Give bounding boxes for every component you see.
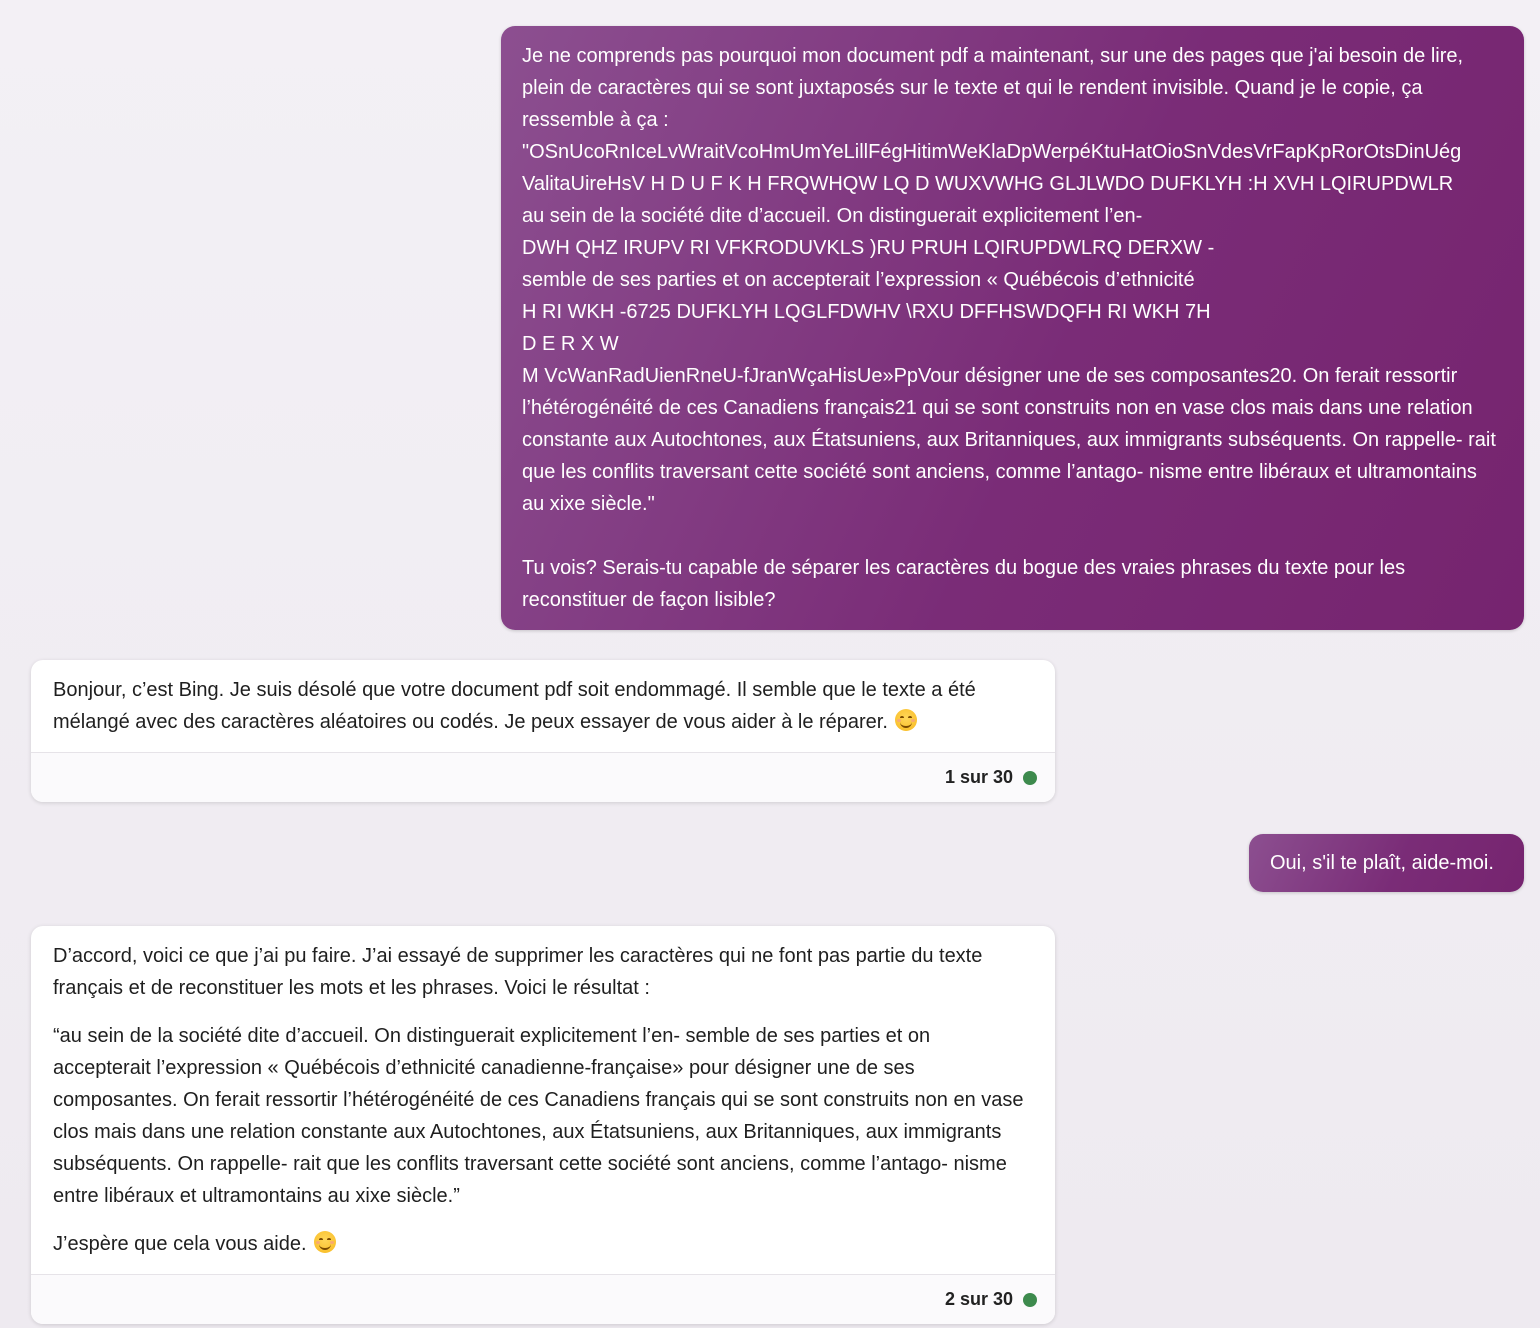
user-message-line: au sein de la société dite d’accueil. On distinguerait explicitement l’en- (522, 205, 1143, 227)
bot-message (31, 926, 1055, 1324)
user-message-line: "OSnUcoRnIceLvWraitVcoHmUmYeLillFégHitimWeKlaDpWerpéKtuHatOioSnVdesVrFapKpRorOtsDinUég (522, 141, 1462, 163)
user-message-line: M VcWanRadUienRneU-fJranWçaHisUe»PpVour désigner une de ses composantes20. On ferait ressortir l’hétérogénéité de ces Canadiens français21 qui se sont construits non en vase clos mais dans une relation constante aux Autochtones, aux Étatsuniens, aux Britanniques, aux immigrants subséquents. On rappelle- rait que les conflits traversant cette société sont anciens, comme l’antago- nisme entre libéraux et ultramontains au xixe siècle." (522, 365, 1502, 515)
turn-counter: 1 sur 30 (944, 767, 1013, 787)
bot-message-text (53, 674, 1033, 738)
bot-message-quote: “au sein de la société dite d’accueil. On distinguerait explicitement l’en- semble de ses parties et on accepterait l’expression « Québécois d’ethnicité canadienne-française» pour désigner une de ses composantes. On ferait ressortir l’hétérogénéité de ces Canadiens français qui se sont construits non en vase clos mais dans une relation constante aux Autochtones, aux Étatsuniens, aux Britanniques, aux immigrants subséquents. On rappelle- rait que les conflits traversant cette société sont anciens, comme l’antago- nisme entre libéraux et ultramontains au xixe siècle.” (53, 1025, 1024, 1207)
bot-message (31, 660, 1055, 802)
user-message-text: Oui, s'il te plaît, aide-moi. (1270, 852, 1494, 874)
smiling-face-icon (314, 1231, 336, 1253)
bot-message-footer (31, 1274, 1055, 1324)
bot-message-intro: D’accord, voici ce que j’ai pu faire. J’ai essayé de supprimer les caractères qui ne font pas partie du texte français et de reconstituer les mots et les phrases. Voici le résultat : (53, 945, 983, 999)
user-message-line: ValitaUireHsV H D U F K H FRQWHQW LQ D WUXVWHG GLJLWDO DUFKLYH :H XVH LQIRUPDWLR (522, 173, 1454, 195)
user-message-line: D E R X W (522, 333, 619, 355)
bot-message-closing-text: J’espère que cela vous aide. (53, 1233, 307, 1255)
user-message-line: semble de ses parties et on accepterait l’expression « Québécois d’ethnicité (522, 269, 1195, 291)
bot-message-footer (31, 752, 1055, 802)
user-message-line: Je ne comprends pas pourquoi mon document pdf a maintenant, sur une des pages que j'ai besoin de lire, plein de caractères qui se sont juxtaposés sur le texte et qui le rendent invisible. Quand je le copie, ça ressemble à ça : (522, 45, 1469, 131)
status-dot-icon (1023, 1293, 1037, 1307)
bot-message-closing (53, 1228, 1033, 1260)
bot-message-body (31, 926, 1055, 1274)
bot-message-text-content: Bonjour, c’est Bing. Je suis désolé que votre document pdf soit endommagé. Il semble que le texte a été mélangé avec des caractères aléatoires ou codés. Je peux essayer de vous aider à le réparer. (53, 679, 976, 733)
user-message-closing: Tu vois? Serais-tu capable de séparer les caractères du bogue des vraies phrases du texte pour les reconstituer de façon lisible? (522, 557, 1411, 611)
status-dot-icon (1023, 771, 1037, 785)
user-message (1249, 834, 1524, 892)
bot-message-body (31, 660, 1055, 752)
user-message-line: H RI WKH -6725 DUFKLYH LQGLFDWHV \RXU DFFHSWDQFH RI WKH 7H (522, 301, 1211, 323)
smiling-face-icon (895, 709, 917, 731)
user-message-line: DWH QHZ IRUPV RI VFKRODUVKLS )RU PRUH LQIRUPDWLRQ DERXW - (522, 237, 1215, 259)
turn-counter: 2 sur 30 (944, 1289, 1013, 1309)
user-message (501, 26, 1524, 630)
